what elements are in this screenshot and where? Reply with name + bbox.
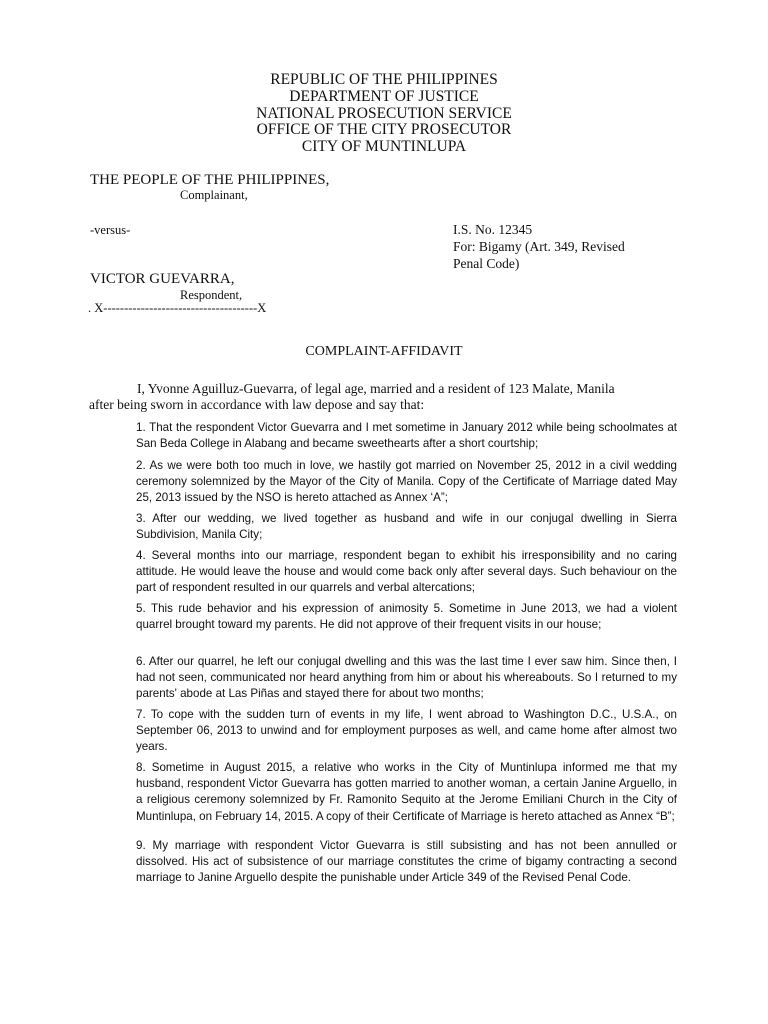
intro-statement <box>89 381 675 414</box>
respondent-name: VICTOR GUEVARRA, <box>90 271 235 287</box>
paragraph-1: 1. That the respondent Victor Guevarra and I met sometime in January 2012 while being schoolmates at San Beda College in Alabang and became sweethearts after a short courtship; <box>136 421 677 451</box>
paragraph-4: 4. Several months into our marriage, respondent began to exhibit his irresponsibility and no caring attitude. He would leave the house and would come back only after several days. Such behaviour on the part of respondent resulted in our quarrels and verbal altercations; <box>136 549 677 595</box>
case-number: I.S. No. 12345 <box>453 222 533 237</box>
document-title: COMPLAINT-AFFIDAVIT <box>305 344 463 359</box>
paragraph-9: 9. My marriage with respondent Victor Guevarra is still subsisting and has not been annulled or dissolved. His act of subsistence of our marriage constitutes the crime of bigamy contracting a second marriage to Janine Arguello despite the punishable under Article 349 of the Revised Penal Code. <box>136 839 677 885</box>
respondent-role: Respondent, <box>180 288 243 302</box>
versus-label: -versus- <box>90 223 131 237</box>
case-offense-line-2: Penal Code) <box>453 256 520 271</box>
paragraph-8: 8. Sometime in August 2015, a relative who works in the City of Muntinlupa informed me that my husband, respondent Victor Guevarra has gotten married to another woman, a certain Janine Arguello, in a religious ceremony solemnized by Fr. Ramonito Sequito at the Jerome Emiliani Church in the City of Muntinlupa, on February 14, 2015. A copy of their Certificate of Marriage is hereto attached as Annex “B”; <box>136 761 677 823</box>
intro-line-1: I, Yvonne Aguilluz-Guevarra, of legal age, married and a resident of 123 Malate, Manila <box>137 381 615 396</box>
header-line-prosecution-service: NATIONAL PROSECUTION SERVICE <box>256 105 512 122</box>
complainant-name: THE PEOPLE OF THE PHILIPPINES, <box>90 172 330 188</box>
header-line-republic: REPUBLIC OF THE PHILIPPINES <box>270 71 498 88</box>
complainant-role: Complainant, <box>180 188 248 202</box>
case-offense-line-1: For: Bigamy (Art. 349, Revised <box>453 239 625 254</box>
caption-separator: . X-------------------------------------X <box>88 301 267 315</box>
intro-line-2: after being sworn in accordance with law depose and say that: <box>89 397 425 413</box>
header-line-city: CITY OF MUNTINLUPA <box>301 138 467 155</box>
paragraph-6: 6. After our quarrel, he left our conjugal dwelling and this was the last time I ever saw him. Since then, I had not seen, communicated nor heard anything from him or about his whereabouts. So I returned to my parents' abode at Las Piñas and stayed there for about two months; <box>136 655 677 701</box>
header-line-prosecutor-office: OFFICE OF THE CITY PROSECUTOR <box>256 121 512 138</box>
header-line-department: DEPARTMENT OF JUSTICE <box>289 88 479 105</box>
paragraph-5: 5. This rude behavior and his expression of animosity 5. Sometime in June 2013, we had a violent quarrel brought toward my parents. He did not approve of their frequent visits in our house; <box>136 602 677 632</box>
paragraph-3: 3. After our wedding, we lived together as husband and wife in our conjugal dwelling in Sierra Subdivision, Manila City; <box>136 512 677 542</box>
paragraph-7: 7. To cope with the sudden turn of events in my life, I went abroad to Washington D.C., U.S.A., on September 06, 2013 to unwind and for employment purposes as well, and came home after almost two years. <box>136 708 677 754</box>
paragraph-2: 2. As we were both too much in love, we hastily got married on November 25, 2012 in a civil wedding ceremony solemnized by the Mayor of the City of Manila. Copy of the Certificate of Marriage dated May 25, 2013 issued by the NSO is hereto attached as Annex ‘A”; <box>136 459 677 505</box>
